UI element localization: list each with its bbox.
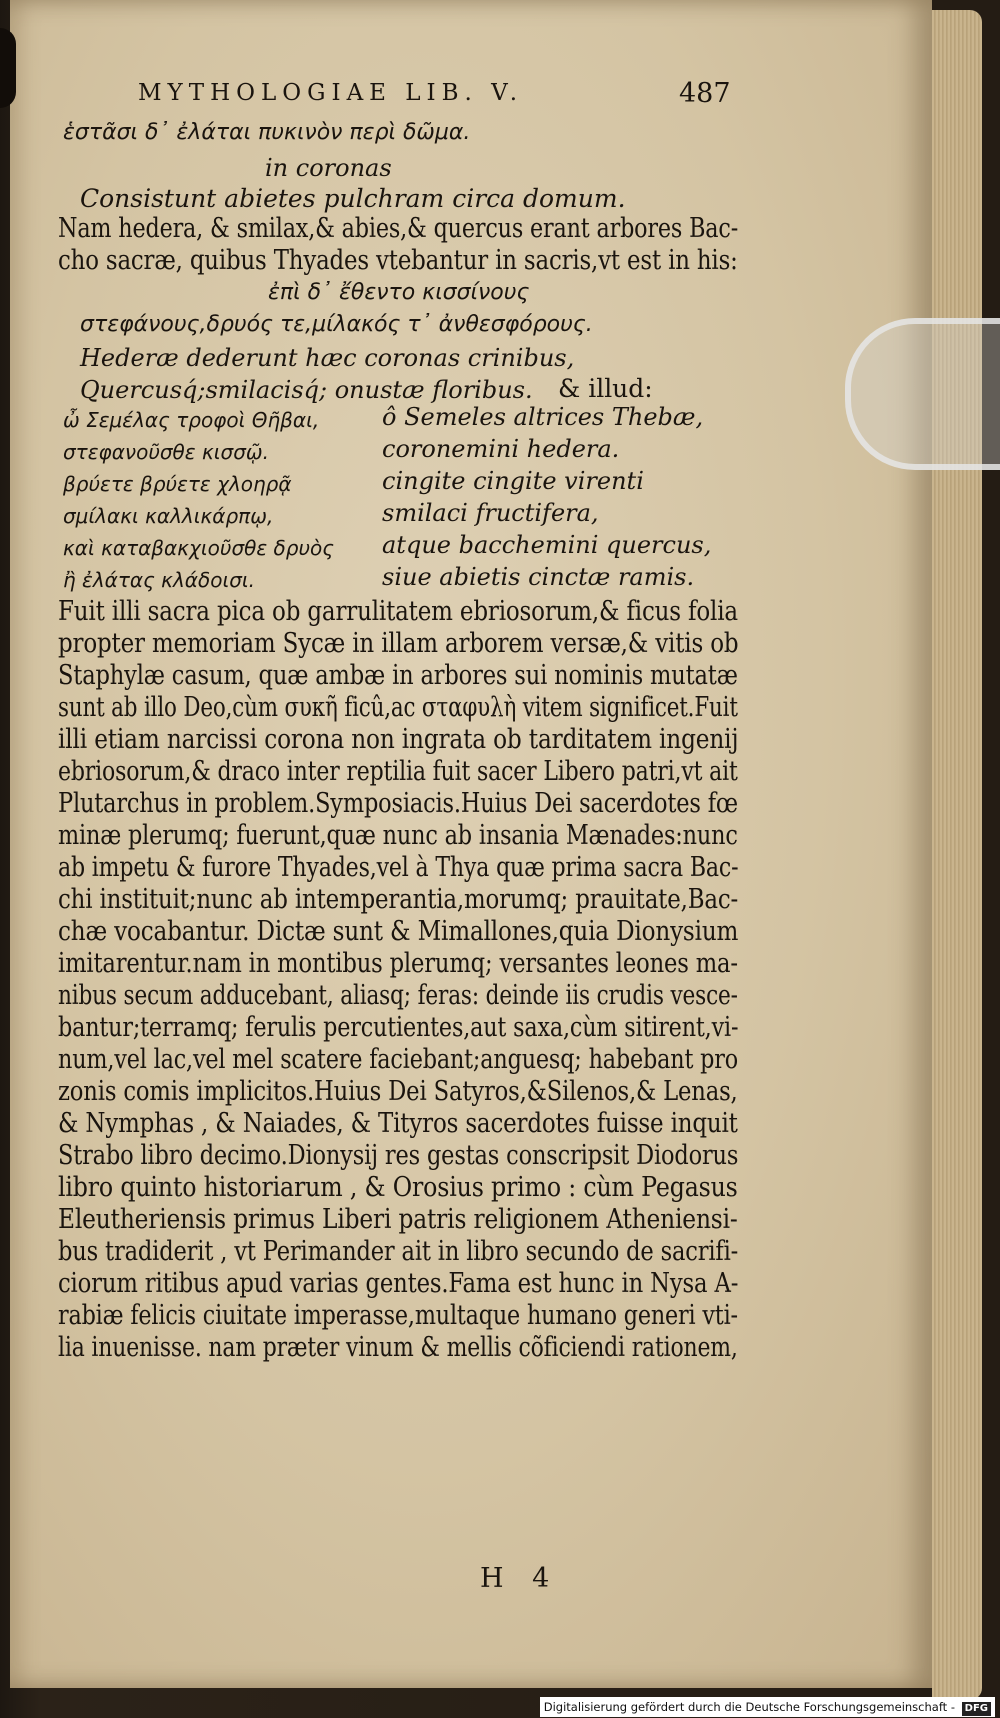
verse3-latin-line: smilaci fructifera, — [382, 499, 599, 527]
body-line: & Nymphas , & Naiades, & Tityros sacerdotes fuisse inquit — [58, 1107, 738, 1139]
verse3-greek-line: σμίλακι καλλικάρπῳ, — [63, 504, 274, 528]
body-line: Eleutheriensis primus Liberi patris religionem Atheniensi- — [58, 1203, 738, 1235]
verse3-latin-line: siue abietis cinctæ ramis. — [382, 563, 695, 591]
verse3-greek-line: ὦ Σεμέλας τροφοὶ Θῆβαι, — [63, 408, 320, 432]
body-line: ciorum ritibus apud varias gentes.Fama est hunc in Nysa A- — [58, 1267, 739, 1299]
binding-hole — [0, 28, 16, 108]
verse3-greek-line: στεφανοῦσθε κισσῷ. — [63, 440, 269, 464]
dfg-logo: DFG — [962, 1702, 991, 1716]
body-line: Nam hedera, & smilax,& abies,& quercus erant arbores Bac- — [58, 212, 739, 244]
body-line: Strabo libro decimo.Dionysij res gestas conscripsit Diodorus — [58, 1139, 739, 1171]
body-line: nibus secum adducebant, aliasq; feras: deinde iis crudis vesce- — [58, 979, 738, 1011]
page-number: 487 — [679, 78, 731, 109]
body-line: rabiæ felicis ciuitate imperasse,multaque humano generi vti- — [58, 1299, 738, 1331]
verse1-latin: Consistunt abietes pulchram circa domum. — [80, 184, 626, 213]
verse1-greek: ἑστᾶσι δ᾽ ἐλάται πυκινὸν περὶ δῶμα. — [63, 120, 471, 145]
body-line: illi etiam narcissi corona non ingrata ob tarditatem ingenij — [58, 723, 739, 755]
verse3-greek-line: βρύετε βρύετε χλοηρᾷ — [63, 472, 292, 496]
verse1-latin-gloss: in coronas — [265, 154, 392, 182]
verse2-latin-a: Hederæ dederunt hæc coronas crinibus, — [80, 344, 575, 372]
body-line: Plutarchus in problem.Symposiacis.Huius Dei sacerdotes fœ — [58, 787, 738, 819]
page-clip — [845, 318, 1000, 470]
verse2-greek-a: ἐπὶ δ᾽ ἔθεντο κισσίνους — [268, 280, 530, 305]
body-line: zonis comis implicitos.Huius Dei Satyros,&Silenos,& Lenas, — [58, 1075, 738, 1107]
digitization-footer — [540, 1697, 995, 1717]
body-line: num,vel lac,vel mel scatere faciebant;anguesq; habebant pro — [58, 1043, 739, 1075]
body-line: bantur;terramq; ferulis percutientes,aut saxa,cùm sitirent,vi- — [58, 1011, 739, 1043]
verse2-greek-b: στεφάνους,δρυός τε,μίλακός τ᾽ ἀνθεσφόρους. — [80, 312, 593, 337]
footer-text: Digitalisierung gefördert durch die Deutsche Forschungsgemeinschaft - — [543, 1700, 955, 1714]
body-line: imitarentur.nam in montibus plerumq; versantes leones ma- — [58, 947, 738, 979]
body-line: Fuit illi sacra pica ob garrulitatem ebriosorum,& ficus folia — [58, 595, 738, 627]
running-head: MYTHOLOGIAE LIB. V. — [138, 80, 524, 106]
verse3-latin-line: cingite cingite virenti — [382, 467, 644, 495]
body-line: bus tradiderit , vt Perimander ait in libro secundo de sacrifi- — [58, 1235, 739, 1267]
body-line: chæ vocabantur. Dictæ sunt & Mimallones,quia Dionysium — [58, 915, 739, 947]
signature-mark: H 4 — [480, 1563, 560, 1594]
verse3-greek-line: ἢ ἐλάτας κλάδοισι. — [63, 568, 256, 592]
verse3-latin-line: atque bacchemini quercus, — [382, 531, 712, 559]
verse2-latin-b: Quercusq́;smilacisq́; onustæ floribus. — [80, 376, 533, 404]
body-line: propter memoriam Sycæ in illam arborem versæ,& vitis ob — [58, 627, 739, 659]
body-line: minæ plerumq; fuerunt,quæ nunc ab insania Mænades:nunc — [58, 819, 738, 851]
body-line: libro quinto historiarum , & Orosius primo : cùm Pegasus — [58, 1171, 738, 1203]
page-edges — [932, 10, 982, 1700]
body-line: cho sacræ, quibus Thyades vtebantur in sacris,vt est in his: — [58, 244, 738, 276]
body-line: ebriosorum,& draco inter reptilia fuit sacer Libero patri,vt ait — [58, 755, 738, 787]
verse3-latin-line: ô Semeles altrices Thebæ, — [382, 403, 704, 431]
body-line: ab impetu & furore Thyades,vel à Thya quæ prima sacra Bac- — [58, 851, 739, 883]
body-line: Staphylæ casum, quæ ambæ in arbores sui nominis mutatæ — [58, 659, 738, 691]
body-line: lia inuenisse. nam præter vinum & mellis cõficiendi rationem, — [58, 1331, 738, 1363]
verse3-greek-line: καὶ καταβακχιοῦσθε δρυὸς — [63, 536, 334, 560]
body-line: chi instituit;nunc ab intemperantia,morumq; prauitate,Bac- — [58, 883, 739, 915]
et-illud: & illud: — [558, 374, 653, 403]
book-page — [10, 0, 932, 1688]
body-line: sunt ab illo Deo,cùm συκῆ ficû,ac σταφυλὴ vitem significet.Fuit — [58, 691, 738, 723]
verse3-latin-line: coronemini hedera. — [382, 435, 620, 463]
